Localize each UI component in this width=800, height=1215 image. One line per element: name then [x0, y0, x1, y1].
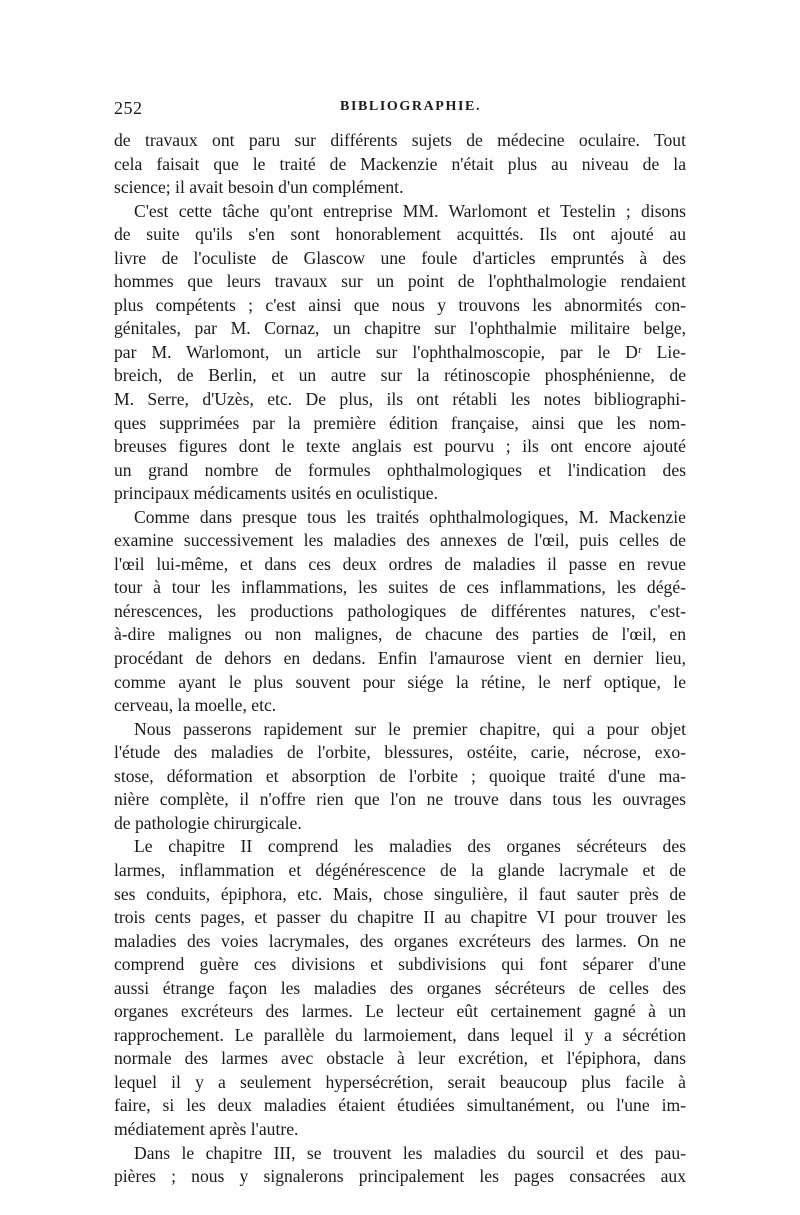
text-line: principaux médicaments usités en oculistique.: [114, 483, 438, 504]
text-line: nière complète, il n'offre rien que l'on ne trouve dans tous les ouvrages: [114, 789, 686, 810]
text-line: livre de l'oculiste de Glascow une foule d'articles empruntés à des: [114, 247, 686, 268]
text-line: cerveau, la moelle, etc.: [114, 695, 277, 716]
page-number: 252: [114, 98, 143, 118]
text-line: stose, déformation et absorption de l'orbite ; quoique traité d'une ma-: [114, 765, 686, 786]
text-line: examine successivement les maladies des annexes de l'œil, puis celles de: [114, 530, 686, 551]
text-line: un grand nombre de formules ophthalmologiques et l'indication des: [114, 459, 686, 480]
text-line: génitales, par M. Cornaz, un chapitre sur l'ophthalmie militaire belge,: [114, 318, 686, 339]
text-line: breich, de Berlin, et un autre sur la rétinoscopie phosphénienne, de: [114, 365, 686, 386]
text-line: procédant de dehors en dedans. Enfin l'amaurose vient en dernier lieu,: [114, 648, 686, 669]
text-line: de suite qu'ils s'en sont honorablement acquittés. Ils ont ajouté au: [114, 224, 686, 245]
text-line: à-dire malignes ou non malignes, de chacune des parties de l'œil, en: [114, 624, 686, 645]
text-line: médiatement après l'autre.: [114, 1118, 299, 1139]
text-line: lequel il y a seulement hypersécrétion, serait beaucoup plus facile à: [114, 1071, 686, 1092]
text-line: comprend guère ces divisions et subdivisions qui font séparer d'une: [114, 954, 686, 975]
text-line: larmes, inflammation et dégénérescence de la glande lacrymale et de: [114, 859, 686, 880]
text-line: normale des larmes avec obstacle à leur excrétion, et l'épiphora, dans: [114, 1048, 686, 1069]
text-line: organes excréteurs des larmes. Le lecteur eût certainement gagné à un: [114, 1001, 686, 1022]
text-line: plus compétents ; c'est ainsi que nous y trouvons les abnormités con-: [114, 294, 686, 315]
text-line: l'étude des maladies de l'orbite, blessures, ostéite, carie, nécrose, exo-: [114, 742, 686, 763]
running-head: [114, 98, 686, 122]
text-line: de pathologie chirurgicale.: [114, 812, 302, 833]
text-line: l'œil lui-même, et dans ces deux ordres de maladies il passe en revue: [114, 553, 686, 574]
text-line: Dans le chapitre III, se trouvent les maladies du sourcil et des pau-: [134, 1142, 686, 1163]
text-line: breuses figures dont le texte anglais est pourvu ; ils ont encore ajouté: [114, 436, 686, 457]
text-line: C'est cette tâche qu'ont entreprise MM. Warlomont et Testelin ; disons: [134, 200, 686, 221]
text-line: tour à tour les inflammations, les suites de ces inflammations, les dégé-: [114, 577, 686, 598]
text-line: ses conduits, épiphora, etc. Mais, chose singulière, il faut sauter près de: [114, 883, 686, 904]
text-line: hommes que leurs travaux sur un point de l'ophthalmologie rendaient: [114, 271, 686, 292]
text-line: pières ; nous y signalerons principalement les pages consacrées aux: [114, 1166, 686, 1187]
text-line: maladies des voies lacrymales, des organes excréteurs des larmes. On ne: [114, 930, 686, 951]
text-line: science; il avait besoin d'un complément.: [114, 177, 404, 198]
body-text: [114, 129, 686, 1189]
text-line: nérescences, les productions pathologiques de différentes natures, c'est-: [114, 600, 686, 621]
text-line: ques supprimées par la première édition française, ainsi que les nom-: [114, 412, 686, 433]
text-line: faire, si les deux maladies étaient étudiées simultanément, ou l'une im-: [114, 1095, 686, 1116]
running-title: BIBLIOGRAPHIE.: [340, 99, 482, 114]
text-line: Le chapitre II comprend les maladies des organes sécréteurs des: [134, 836, 686, 857]
text-line: Nous passerons rapidement sur le premier chapitre, qui a pour objet: [134, 718, 686, 739]
text-line: rapprochement. Le parallèle du larmoiement, dans lequel il y a sécrétion: [114, 1024, 686, 1045]
text-line: Comme dans presque tous les traités ophthalmologiques, M. Mackenzie: [134, 506, 686, 527]
text-line: M. Serre, d'Uzès, etc. De plus, ils ont rétabli les notes bibliographi-: [114, 389, 686, 410]
text-line: par M. Warlomont, un article sur l'ophthalmoscopie, par le Dʳ Lie-: [114, 341, 686, 362]
text-line: trois cents pages, et passer du chapitre II au chapitre VI pour trouver les: [114, 907, 686, 928]
text-line: cela faisait que le traité de Mackenzie n'était plus au niveau de la: [114, 153, 686, 174]
text-line: de travaux ont paru sur différents sujets de médecine oculaire. Tout: [114, 130, 686, 150]
text-line: comme ayant le plus souvent pour siége la rétine, le nerf optique, le: [114, 671, 686, 692]
text-line: aussi étrange façon les maladies des organes sécréteurs de celles des: [114, 977, 686, 998]
